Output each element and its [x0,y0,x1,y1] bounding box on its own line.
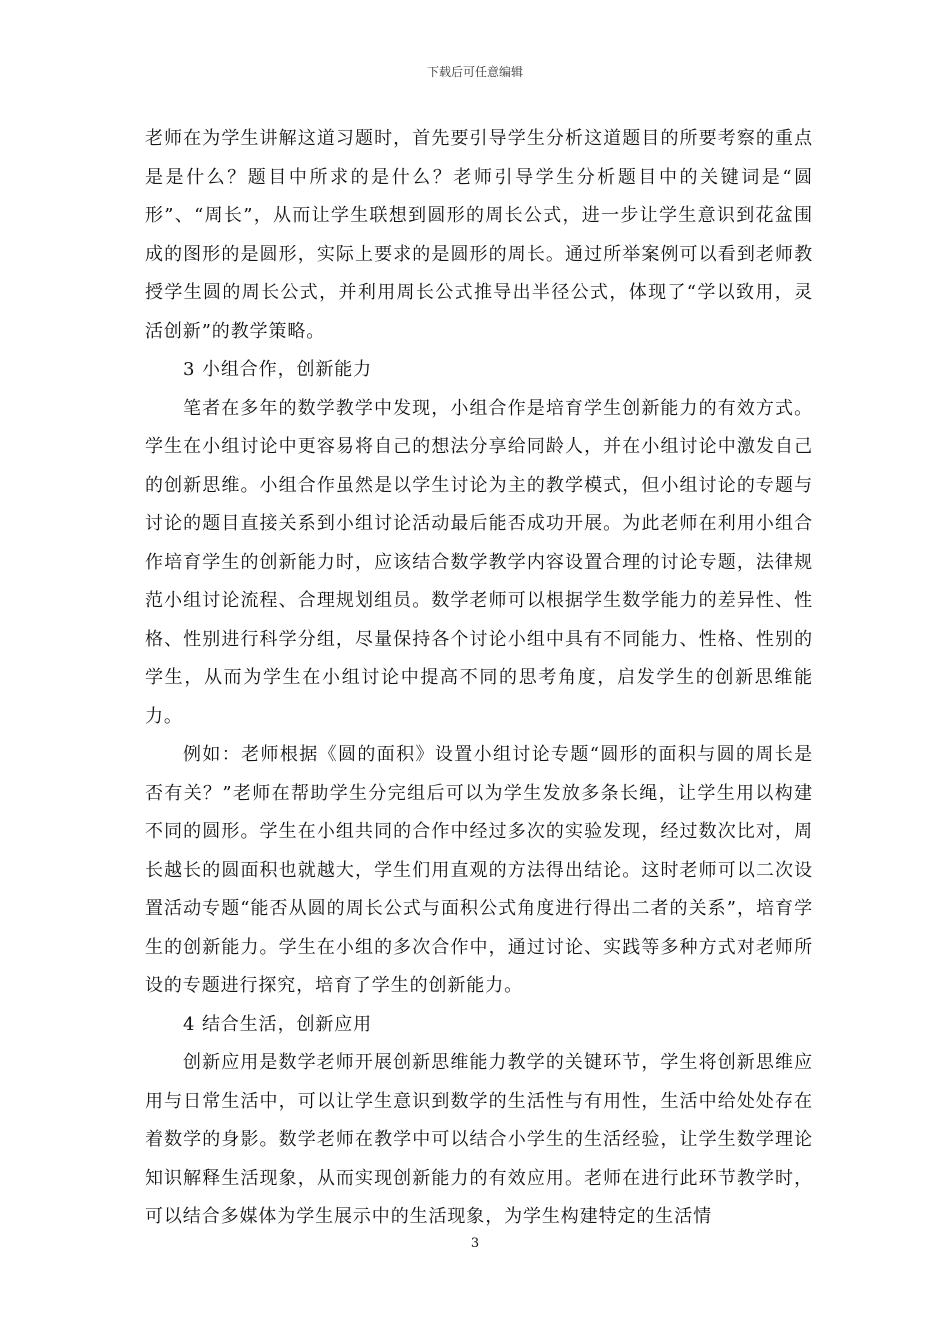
paragraph-body: 老师在为学生讲解这道习题时，首先要引导学生分析这道题目的所要考察的重点是是什么？题目中所求的是什么？老师引导学生分析题目中的关键词是“圆形”、“周长”，从而让学生联想到圆形的周长公式，进一步让学生意识到花盆围成的图形的是圆形，实际上要求的是圆形的周长。通过所举案例可以看到老师教授学生圆的周长公式，并利用周长公式推导出半径公式，体现了“学以致用，灵活创新”的教学策略。 [145,128,813,342]
paragraph-body: 笔者在多年的数学教学中发现，小组合作是培育学生创新能力的有效方式。学生在小组讨论中更容易将自己的想法分享给同龄人，并在小组讨论中激发自己的创新思维。小组合作虽然是以学生讨论为主的教学模式，但小组讨论的专题与讨论的题目直接关系到小组讨论活动最后能否成功开展。为此老师在利用小组合作培育学生的创新能力时，应该结合数学教学内容设置合理的讨论专题，法律规范小组讨论流程、合理规划组员。数学老师可以根据学生数学能力的差异性、性格、性别进行科学分组，尽量保持各个讨论小组中具有不同能力、性格、性别的学生，从而为学生在小组讨论中提高不同的思考角度，启发学生的创新思维能力。 [145,397,813,727]
document-body [145,120,813,1237]
paragraph-body: 例如：老师根据《圆的面积》设置小组讨论专题“圆形的面积与圆的周长是否有关？”老师在帮助学生分完组后可以为学生发放多条长绳，让学生用以构建不同的圆形。学生在小组共同的合作中经过多次的实验发现，经过数次比对，周长越长的圆面积也就越大，学生们用直观的方法得出结论。这时老师可以二次设置活动专题“能否从圆的周长公式与面积公式角度进行得出二者的关系”，培育学生的创新能力。学生在小组的多次合作中，通过讨论、实践等多种方式对老师所设的专题进行探究，培育了学生的创新能力。 [145,744,813,996]
page-header: 下载后可任意编辑 [426,65,523,79]
section-heading: 3 小组合作，创新能力 [183,359,373,380]
section-heading: 4 结合生活，创新应用 [183,1013,373,1035]
paragraph-body: 创新应用是数学老师开展创新思维能力教学的关键环节，学生将创新思维应用与日常生活中，可以让学生意识到数学的生活性与有用性，生活中给处处存在着数学的身影。数学老师在教学中可以结合小学生的生活经验，让学生数学理论知识解释生活现象，从而实现创新能力的有效应用。老师在进行此环节教学时，可以结合多媒体为学生展示中的生活现象，为学生构建特定的生活情 [145,1052,813,1227]
page-number: 3 [470,1236,480,1251]
